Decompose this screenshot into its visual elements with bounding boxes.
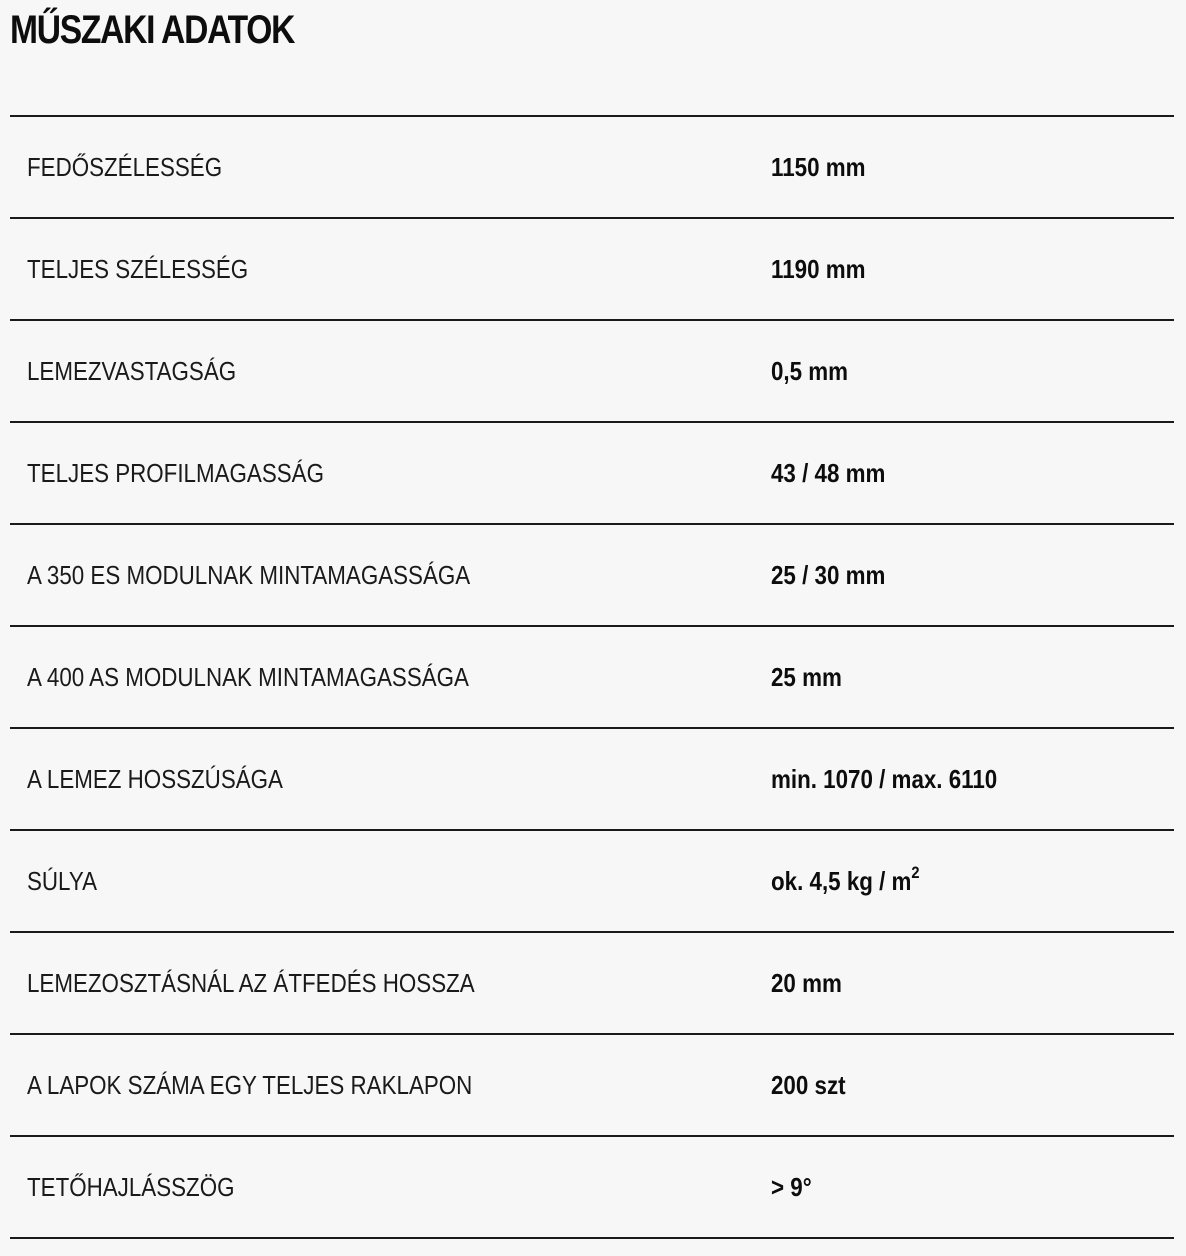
spec-value-text: 200 szt <box>771 1070 846 1100</box>
spec-value <box>771 321 848 421</box>
spec-value-text: 0,5 mm <box>771 356 849 386</box>
spec-row-roof-pitch <box>10 1137 1174 1239</box>
spec-label: TETŐHAJLÁSSZÖG <box>27 1172 235 1202</box>
spec-value <box>771 525 885 625</box>
spec-table <box>10 115 1174 1239</box>
spec-value <box>771 831 920 931</box>
spec-value <box>771 423 885 523</box>
spec-row-sheets-per-pallet <box>10 1035 1174 1137</box>
spec-value <box>771 729 997 829</box>
spec-label: A 400 AS MODULNAK MINTAMAGASSÁGA <box>27 662 469 692</box>
page-title: MŰSZAKI ADATOK <box>10 8 295 52</box>
spec-label: LEMEZOSZTÁSNÁL AZ ÁTFEDÉS HOSSZA <box>27 968 475 998</box>
spec-row-module-400-pattern-height <box>10 627 1174 729</box>
spec-label: FEDŐSZÉLESSÉG <box>27 152 223 182</box>
spec-label: TELJES SZÉLESSÉG <box>27 254 249 284</box>
spec-label: A LEMEZ HOSSZÚSÁGA <box>27 764 283 794</box>
superscript-exponent: 2 <box>911 863 920 883</box>
spec-value-text: 1150 mm <box>771 152 866 182</box>
spec-row-overlap-length <box>10 933 1174 1035</box>
spec-row-sheet-length <box>10 729 1174 831</box>
spec-label: LEMEZVASTAGSÁG <box>27 356 237 386</box>
spec-row-profile-height <box>10 423 1174 525</box>
spec-value-text: 20 mm <box>771 968 842 998</box>
spec-row-total-width <box>10 219 1174 321</box>
spec-value <box>771 1035 846 1135</box>
spec-value-text: 25 / 30 mm <box>771 560 886 590</box>
spec-value-text: > 9° <box>771 1172 812 1202</box>
spec-label: SÚLYA <box>27 866 98 896</box>
spec-label: A LAPOK SZÁMA EGY TELJES RAKLAPON <box>27 1070 473 1100</box>
spec-row-weight <box>10 831 1174 933</box>
spec-value-text: min. 1070 / max. 6110 <box>771 764 998 794</box>
spec-value-text: ok. 4,5 kg / m <box>771 866 912 896</box>
spec-value <box>771 117 865 217</box>
spec-value <box>771 219 865 319</box>
spec-value-text: 25 mm <box>771 662 842 692</box>
spec-row-module-350-pattern-height <box>10 525 1174 627</box>
spec-label: A 350 ES MODULNAK MINTAMAGASSÁGA <box>27 560 471 590</box>
spec-value <box>771 1137 812 1237</box>
spec-row-cover-width <box>10 117 1174 219</box>
spec-value <box>771 933 842 1033</box>
spec-row-sheet-thickness <box>10 321 1174 423</box>
spec-value-text: 43 / 48 mm <box>771 458 886 488</box>
spec-label: TELJES PROFILMAGASSÁG <box>27 458 324 488</box>
spec-value-text: 1190 mm <box>771 254 866 284</box>
spec-value <box>771 627 842 727</box>
